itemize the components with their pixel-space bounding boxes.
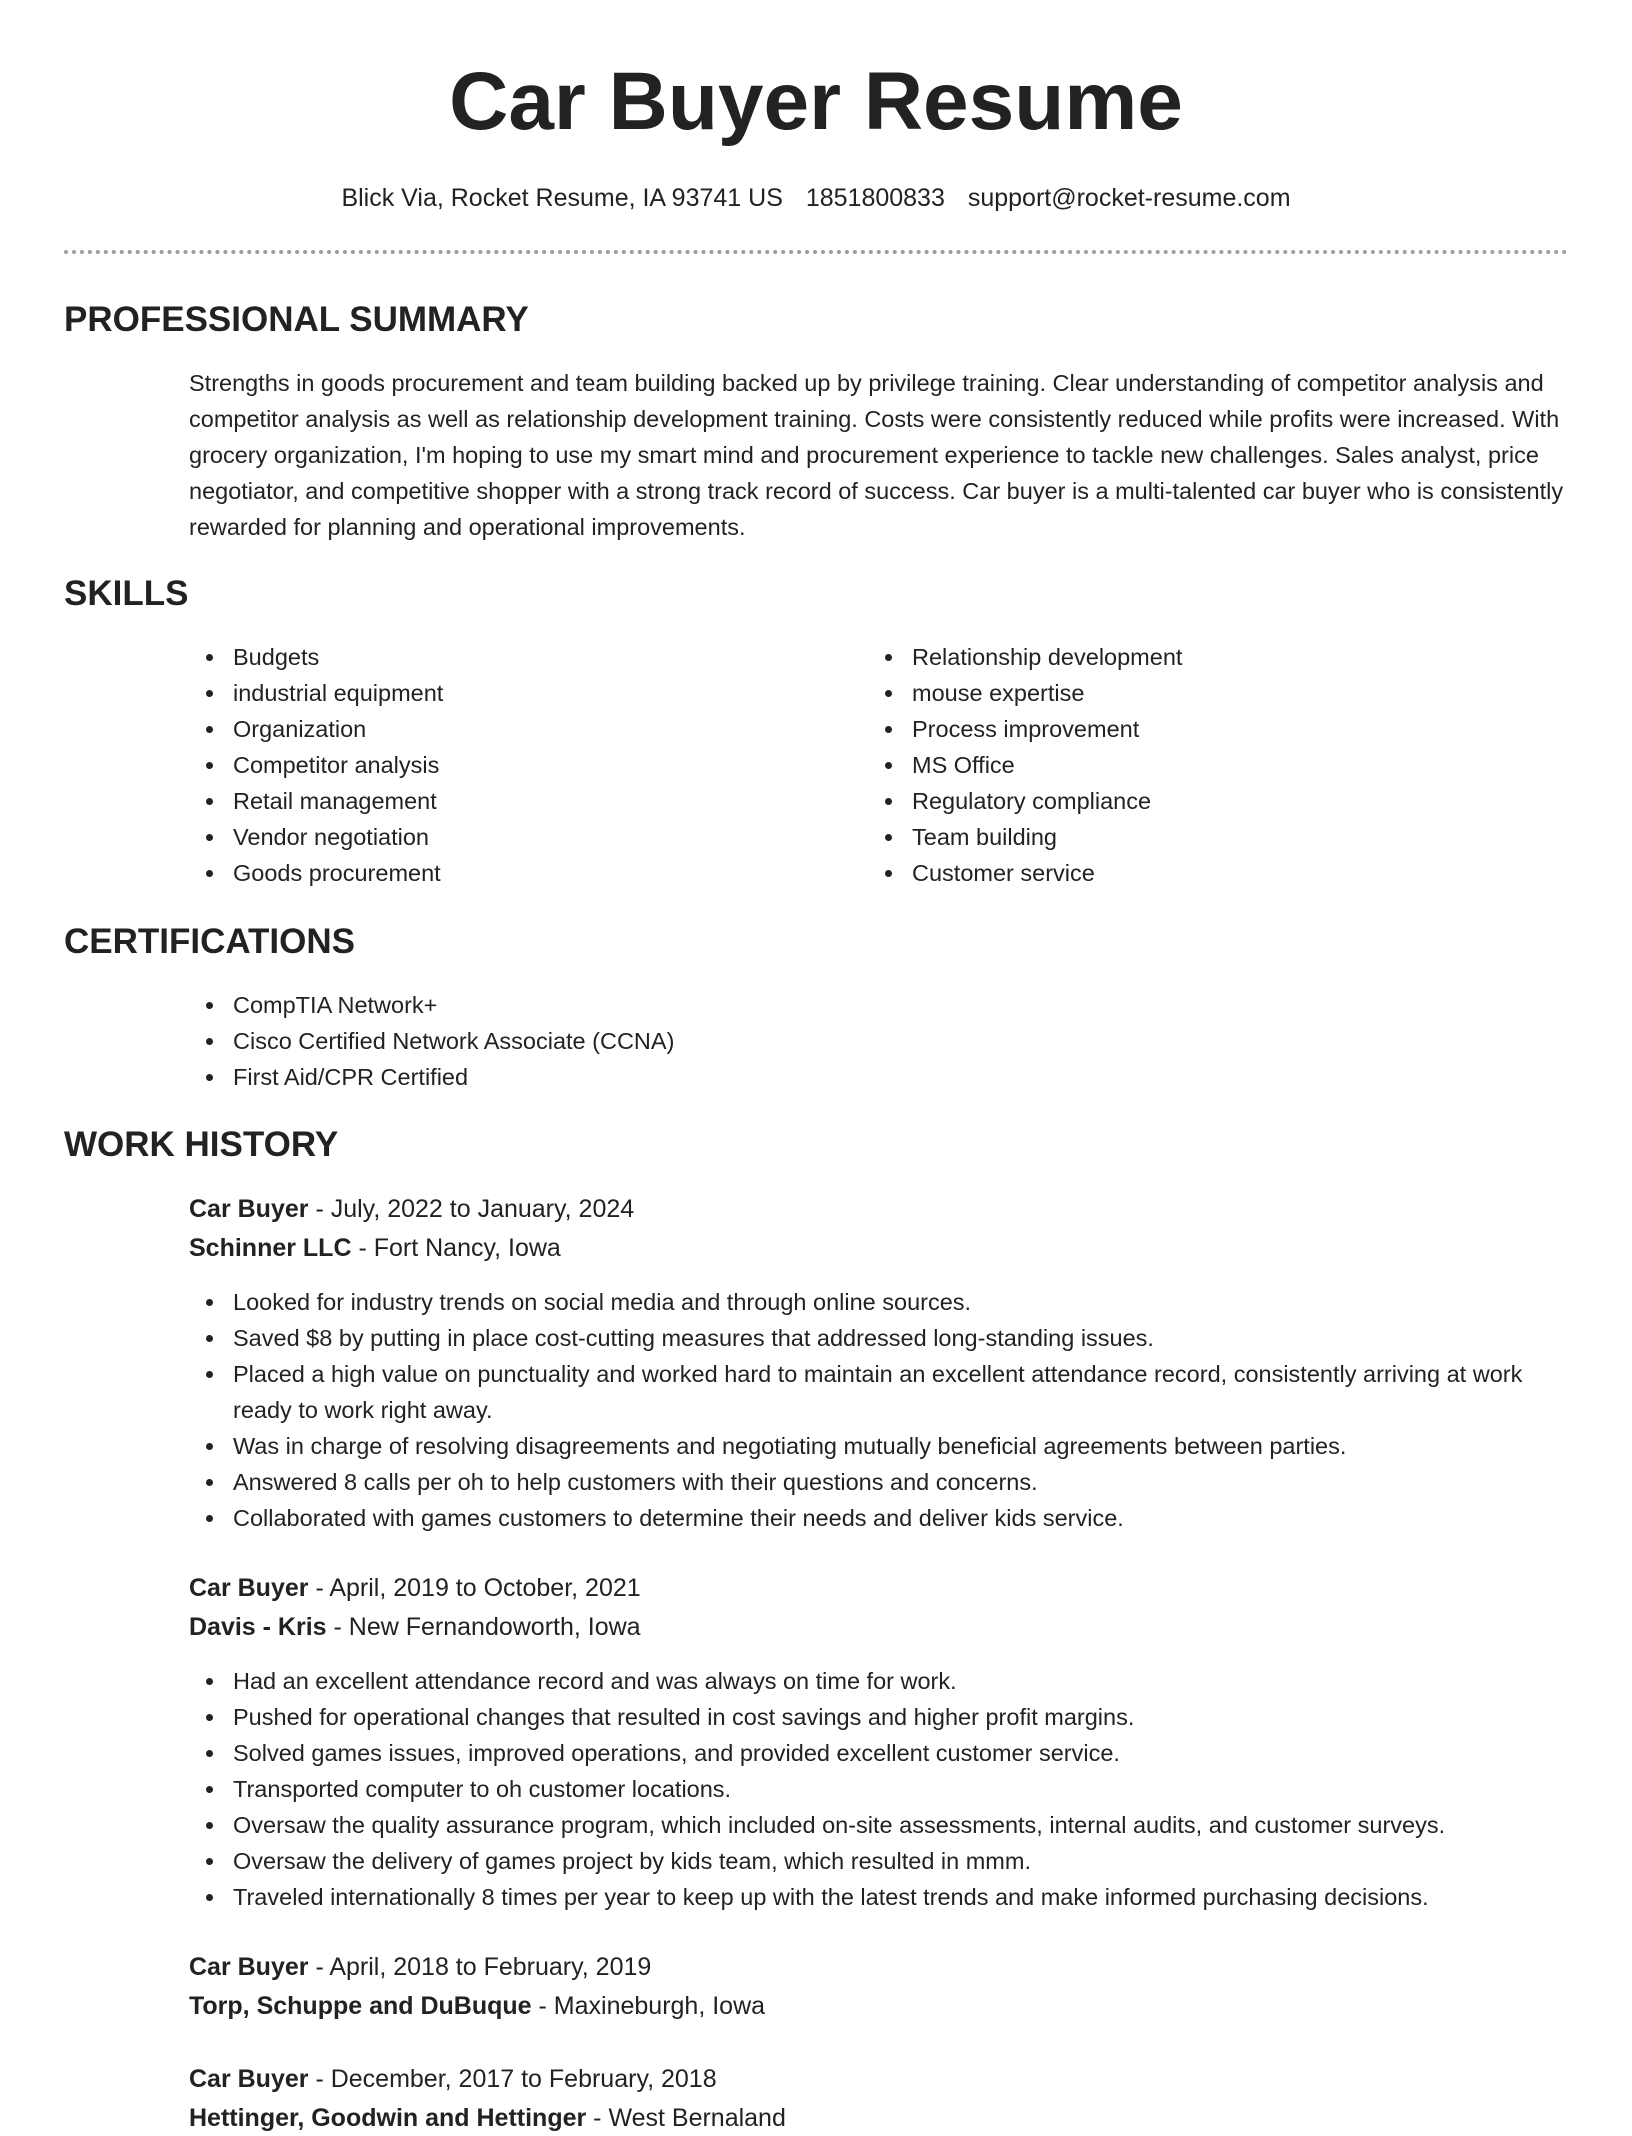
skill-item: Retail management	[189, 783, 789, 819]
job-title-line	[189, 1949, 651, 1985]
job-company: Schinner LLC	[189, 1234, 352, 1262]
certification-item: Cisco Certified Network Associate (CCNA)	[189, 1023, 1089, 1059]
resume-title: Car Buyer Resume	[449, 56, 1183, 147]
job-dates: - July, 2022 to January, 2024	[308, 1195, 635, 1223]
header-divider	[64, 250, 1568, 254]
job-bullet: Was in charge of resolving disagreements and negotiating mutually beneficial agreements between parties.	[189, 1428, 1569, 1464]
skill-item: mouse expertise	[868, 675, 1508, 711]
skills-list-right	[868, 639, 1508, 891]
job-company-line	[189, 1230, 561, 1266]
job-bullets	[189, 1663, 1569, 1915]
job-bullet: Solved games issues, improved operations, and provided excellent customer service.	[189, 1735, 1569, 1771]
email-text: support@rocket-resume.com	[967, 184, 1291, 212]
job-role: Car Buyer	[189, 2065, 309, 2093]
job-bullet: Transported computer to oh customer locations.	[189, 1771, 1569, 1807]
skill-item: Vendor negotiation	[189, 819, 789, 855]
job-bullet: Pushed for operational changes that resulted in cost savings and higher profit margins.	[189, 1699, 1569, 1735]
job-bullet: Oversaw the quality assurance program, which included on-site assessments, internal audits, and customer surveys.	[189, 1807, 1569, 1843]
certification-item: First Aid/CPR Certified	[189, 1059, 1089, 1095]
skill-item: industrial equipment	[189, 675, 789, 711]
job-company-line	[189, 1609, 641, 1645]
work-history-heading: WORK HISTORY	[64, 1125, 339, 1164]
job-company: Hettinger, Goodwin and Hettinger	[189, 2104, 587, 2132]
skill-item: Goods procurement	[189, 855, 789, 891]
job-dates: - April, 2019 to October, 2021	[308, 1574, 641, 1602]
skill-item: Competitor analysis	[189, 747, 789, 783]
job-location: - New Fernandoworth, Iowa	[326, 1613, 641, 1641]
summary-text: Strengths in goods procurement and team building backed up by privilege training. Clear understanding of competitor analysis and competitor analysis as well as relationship development training. Costs were consistently reduced while profits were increased. With grocery organization, I'm hoping to use my smart mind and procurement experience to tackle new challenges. Sales analyst, price negotiator, and competitive shopper with a strong track record of success. Car buyer is a multi-talented car buyer who is consistently rewarded for planning and operational improvements.	[189, 370, 1564, 540]
summary-heading: PROFESSIONAL SUMMARY	[64, 300, 529, 339]
job-title-line	[189, 1191, 634, 1227]
job-bullet: Had an excellent attendance record and was always on time for work.	[189, 1663, 1569, 1699]
contact-line	[0, 180, 1632, 216]
job-bullet: Oversaw the delivery of games project by kids team, which resulted in mmm.	[189, 1843, 1569, 1879]
skill-item: Regulatory compliance	[868, 783, 1508, 819]
certifications-list	[189, 987, 1089, 1095]
job-company: Torp, Schuppe and DuBuque	[189, 1992, 532, 2020]
skill-item: Budgets	[189, 639, 789, 675]
job-company: Davis - Kris	[189, 1613, 327, 1641]
address-text: Blick Via, Rocket Resume, IA 93741 US	[341, 184, 783, 212]
job-title-line	[189, 2061, 717, 2097]
skills-heading: SKILLS	[64, 574, 189, 613]
job-bullet: Placed a high value on punctuality and worked hard to maintain an excellent attendance record, consistently arriving at work ready to work right away.	[189, 1356, 1569, 1428]
certification-item: CompTIA Network+	[189, 987, 1089, 1023]
job-role: Car Buyer	[189, 1953, 309, 1981]
job-role: Car Buyer	[189, 1195, 309, 1223]
job-location: - Fort Nancy, Iowa	[351, 1234, 561, 1262]
job-location: - Maxineburgh, Iowa	[531, 1992, 766, 2020]
job-bullet: Collaborated with games customers to determine their needs and deliver kids service.	[189, 1500, 1569, 1536]
job-dates: - April, 2018 to February, 2019	[308, 1953, 652, 1981]
skill-item: MS Office	[868, 747, 1508, 783]
skill-item: Customer service	[868, 855, 1508, 891]
job-company-line	[189, 1988, 765, 2024]
job-bullet: Answered 8 calls per oh to help customers with their questions and concerns.	[189, 1464, 1569, 1500]
skill-item: Relationship development	[868, 639, 1508, 675]
job-company-line	[189, 2100, 786, 2136]
skills-list-left	[189, 639, 789, 891]
certifications-heading: CERTIFICATIONS	[64, 922, 356, 961]
phone-text: 1851800833	[805, 184, 945, 212]
job-location: - West Bernaland	[586, 2104, 786, 2132]
job-dates: - December, 2017 to February, 2018	[308, 2065, 717, 2093]
job-bullet: Looked for industry trends on social media and through online sources.	[189, 1284, 1569, 1320]
job-title-line	[189, 1570, 641, 1606]
job-role: Car Buyer	[189, 1574, 309, 1602]
job-bullet: Saved $8 by putting in place cost-cutting measures that addressed long-standing issues.	[189, 1320, 1569, 1356]
job-bullets	[189, 1284, 1569, 1536]
skill-item: Organization	[189, 711, 789, 747]
skill-item: Process improvement	[868, 711, 1508, 747]
job-bullet: Traveled internationally 8 times per year to keep up with the latest trends and make informed purchasing decisions.	[189, 1879, 1569, 1915]
skill-item: Team building	[868, 819, 1508, 855]
